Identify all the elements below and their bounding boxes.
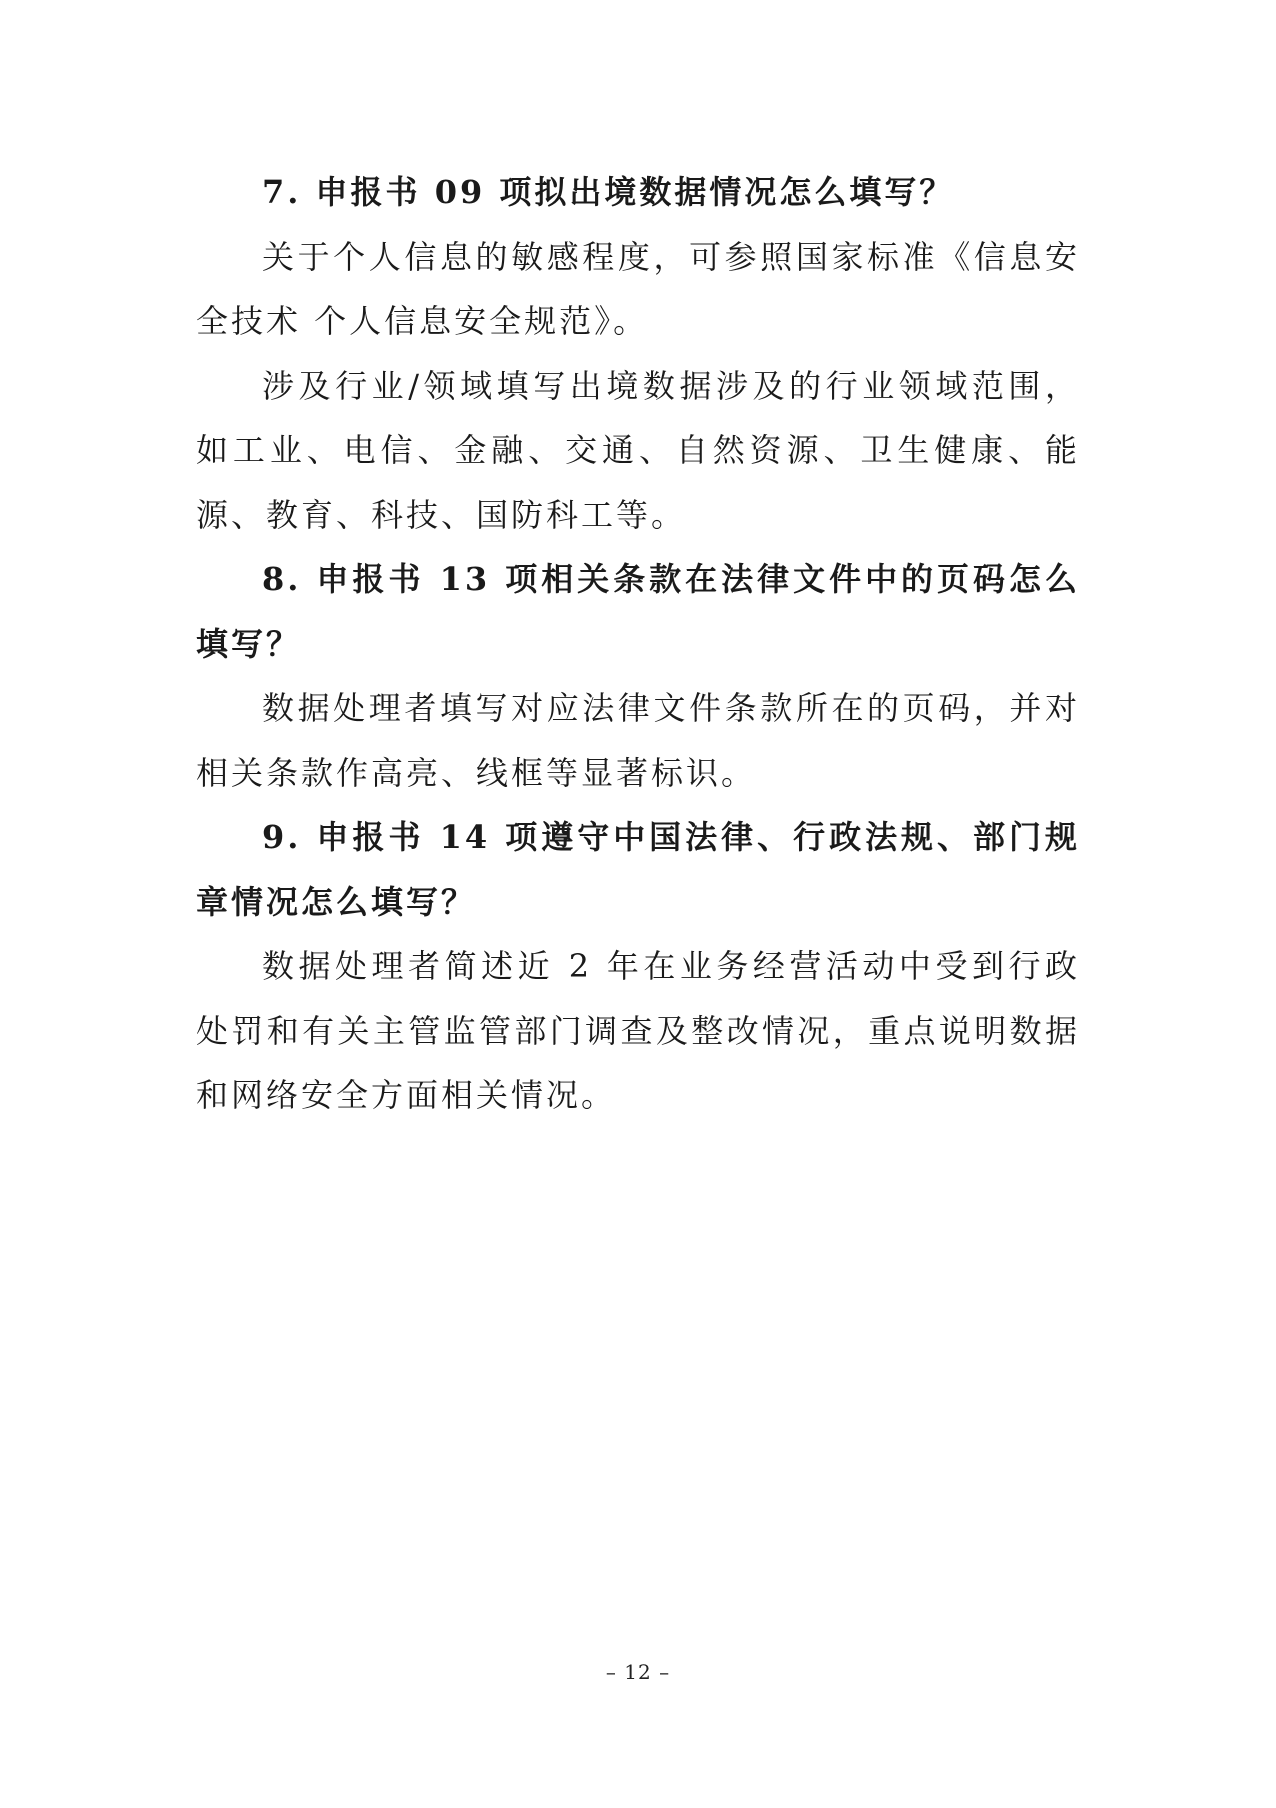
document-body [196,160,1080,1128]
section-7-paragraph-2: 涉及行业/领域填写出境数据涉及的行业领域范围，如工业、电信、金融、交通、自然资源、卫生健康、能源、教育、科技、国防科工等。 [196,366,1080,534]
page-number: – 12 – [605,1660,671,1684]
section-9-heading: 9. 申报书 14 项遵守中国法律、行政法规、部门规章情况怎么填写？ [196,818,1080,921]
section-8-paragraph-1: 数据处理者填写对应法律文件条款所在的页码，并对相关条款作高亮、线框等显著标识。 [196,689,1080,792]
section-9-paragraph-1: 数据处理者简述近 2 年在业务经营活动中受到行政处罚和有关主管监管部门调查及整改情况，重点说明数据和网络安全方面相关情况。 [196,947,1080,1114]
section-7-paragraph-1: 关于个人信息的敏感程度，可参照国家标准《信息安全技术 个人信息安全规范》。 [196,237,1080,340]
section-7-heading: 7. 申报书 09 项拟出境数据情况怎么填写？ [262,173,955,211]
section-8-heading: 8. 申报书 13 项相关条款在法律文件中的页码怎么填写？ [196,560,1080,663]
